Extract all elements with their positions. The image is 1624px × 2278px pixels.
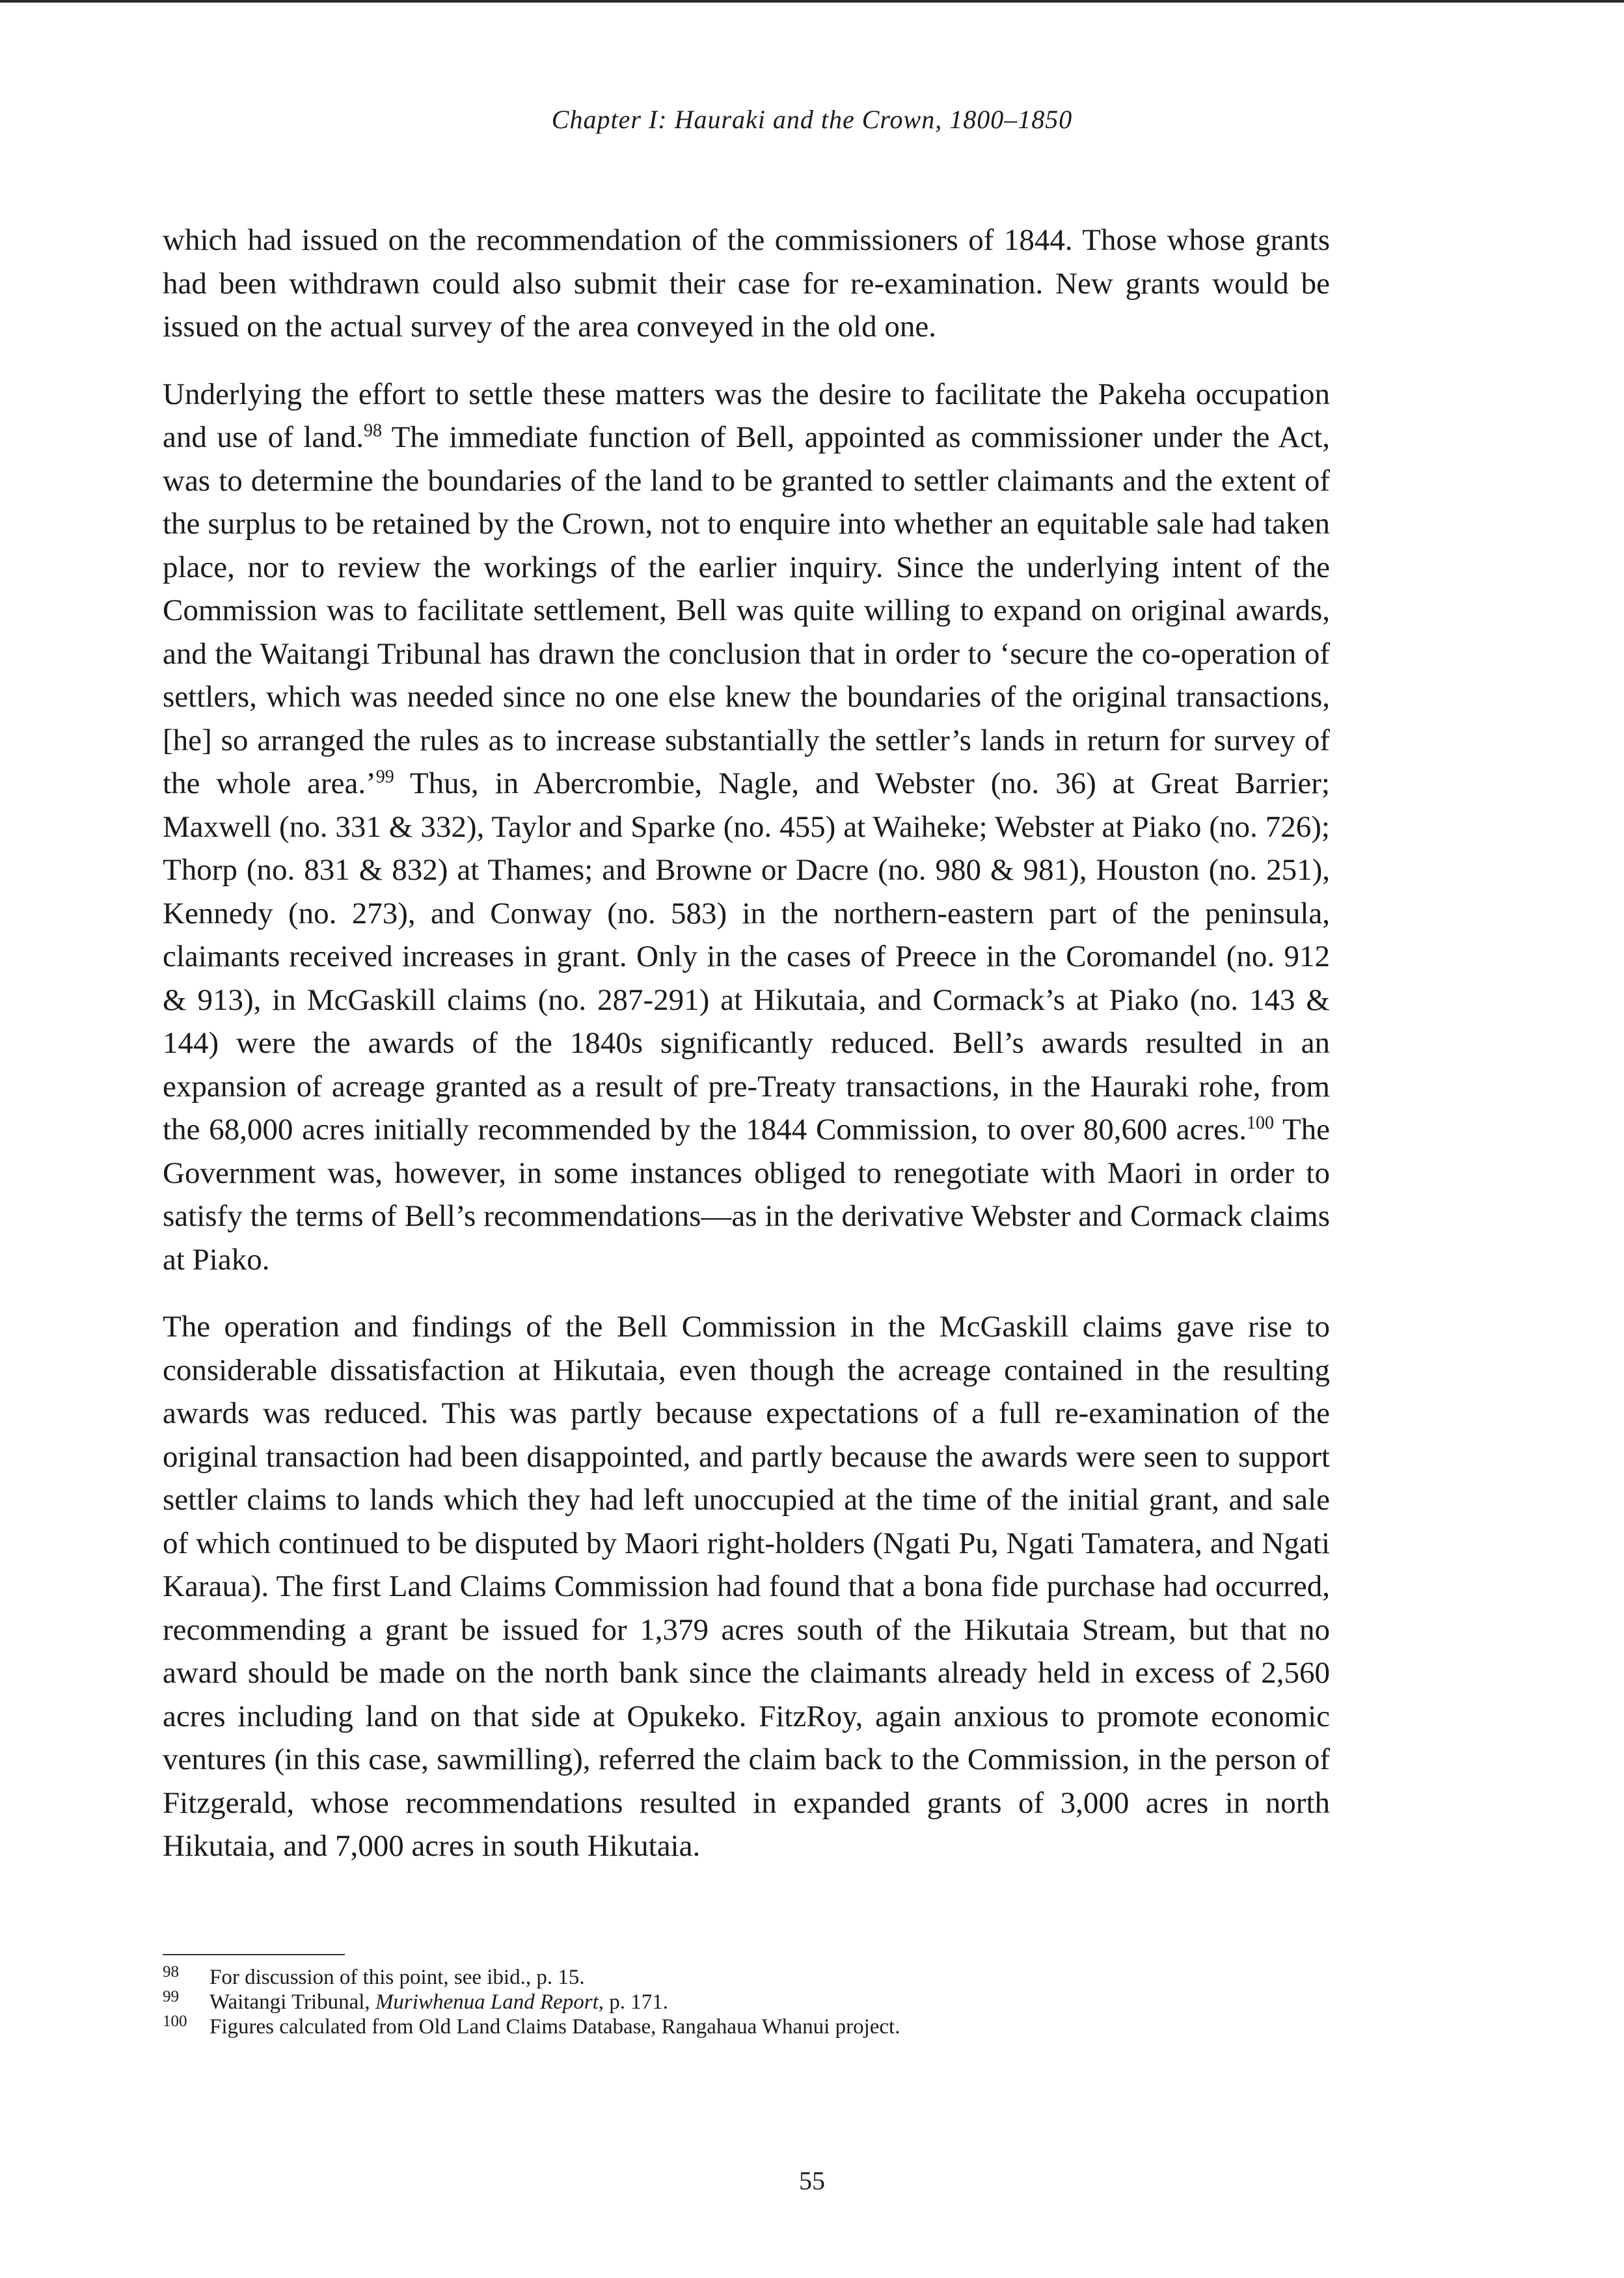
footnote-text-pre: Waitangi Tribunal, bbox=[210, 1990, 375, 2014]
running-header bbox=[0, 104, 1624, 135]
paragraph-3: The operation and findings of the Bell Commission in the McGaskill claims gave rise to considerable dissatisfaction at Hikutaia, even though the acreage contained in the resulting awards was reduced. This was partly because expectations of a full re-examination of the original transaction had been disappointed, and partly because the awards were seen to support settler claims to lands which they had left unoccupied at the time of the initial grant, and sale of which continued to be disputed by Maori right-holders (Ngati Pu, Ngati Tamatera, and Ngati Karaua). The first Land Claims Commission had found that a bona fide purchase had occurred, recommending a grant be issued for 1,379 acres south of the Hikutaia Stream, but that no award should be made on the north bank since the claimants already held in excess of 2,560 acres including land on that side at Opukeko. FitzRoy, again anxious to promote economic ventures (in this case, sawmilling), referred the claim back to the Commission, in the person of Fitzgerald, whose recommendations resulted in expanded grants of 3,000 acres in north Hikutaia, and 7,000 acres in south Hikutaia. bbox=[163, 1310, 1330, 1863]
footnote-number: 98 bbox=[163, 1963, 179, 1981]
footnote-ref-100[interactable]: 100 bbox=[1247, 1113, 1275, 1133]
footnote-ref-99[interactable]: 99 bbox=[375, 766, 394, 787]
footnote-99 bbox=[163, 1990, 1330, 2014]
footnote-98 bbox=[163, 1965, 1330, 1990]
footnote-number: 100 bbox=[163, 2013, 187, 2030]
body-text bbox=[163, 219, 1330, 1892]
paragraph-2 bbox=[163, 373, 1330, 1282]
header-years: 1800–1850 bbox=[949, 105, 1073, 134]
paragraph-2-part-3: Thus, in Abercrombie, Nagle, and Webster (no. 36) at Great Barrier; Maxwell (no. 331 & 332), Taylor and Sparke (no. 455) at Waiheke; Webster at Piako (no. 726); Thorp (no. 831 & 832) at Thames; and Browne or Dacre (no. 980 & 981), Houston (no. 251), Kennedy (no. 273), and Conway (no. 583) in the northern-eastern part of the peninsula, claimants received increases in grant. Only in the cases of Preece in the Coromandel (no. 912 & 913), in McGaskill claims (no. 287-291) at Hikutaia, and Cormack’s at Piako (no. 143 & 144) were the awards of the 1840s significantly reduced. Bell’s awards resulted in an expansion of acreage granted as a result of pre-Treaty transactions, in the Hauraki rohe, from the 68,000 acres initially recommended by the 1844 Commission, to over 80,600 acres. bbox=[163, 766, 1330, 1146]
footnote-divider bbox=[163, 1954, 345, 1955]
header-title: Hauraki and the Crown, bbox=[667, 105, 950, 134]
paragraph-2-part-4: The Government was, however, in some instances obliged to renegotiate with Maori in order to satisfy the terms of Bell’s recommendations—as in the derivative Webster and Cormack claims at Piako. bbox=[163, 1113, 1330, 1277]
paragraph-1: which had issued on the recommendation of the commissioners of 1844. Those whose grants had been withdrawn could also submit their case for re-examination. New grants would be issued on the actual survey of the area conveyed in the old one. bbox=[163, 223, 1330, 344]
footnote-text-post: , p. 171. bbox=[598, 1990, 669, 2014]
paragraph-2-part-1: Underlying the effort to settle these matters was the desire to facilitate the Pakeha occupation and use of land. bbox=[163, 377, 1330, 454]
footnote-100 bbox=[163, 2014, 1330, 2039]
footnote-ref-98[interactable]: 98 bbox=[363, 420, 382, 441]
header-chapter-number: I: bbox=[648, 105, 668, 134]
footnote-text: For discussion of this point, see ibid., p. 15. bbox=[210, 1966, 585, 1989]
footnote-cited-title: Muriwhenua Land Report bbox=[375, 1990, 599, 2014]
footnote-text: Figures calculated from Old Land Claims Database, Rangahaua Whanui project. bbox=[210, 2015, 900, 2039]
header-prefix: Chapter bbox=[551, 105, 649, 134]
paragraph-2-part-2: The immediate function of Bell, appointed as commissioner under the Act, was to determine the boundaries of the land to be granted to settler claimants and the extent of the surplus to be retained by the Crown, not to enquire into whether an equitable sale had taken place, nor to review the workings of the earlier inquiry. Since the underlying intent of the Commission was to facilitate settlement, Bell was quite willing to expand on original awards, and the Waitangi Tribunal has drawn the conclusion that in order to ‘secure the co-operation of settlers, which was needed since no one else knew the boundaries of the original transactions, [he] so arranged the rules as to increase substantially the settler’s lands in return for survey of the whole area.’ bbox=[163, 420, 1330, 800]
footnotes bbox=[163, 1965, 1330, 2039]
top-border bbox=[0, 0, 1624, 3]
footnote-number: 99 bbox=[163, 1988, 179, 2005]
page-number: 55 bbox=[799, 2166, 825, 2195]
